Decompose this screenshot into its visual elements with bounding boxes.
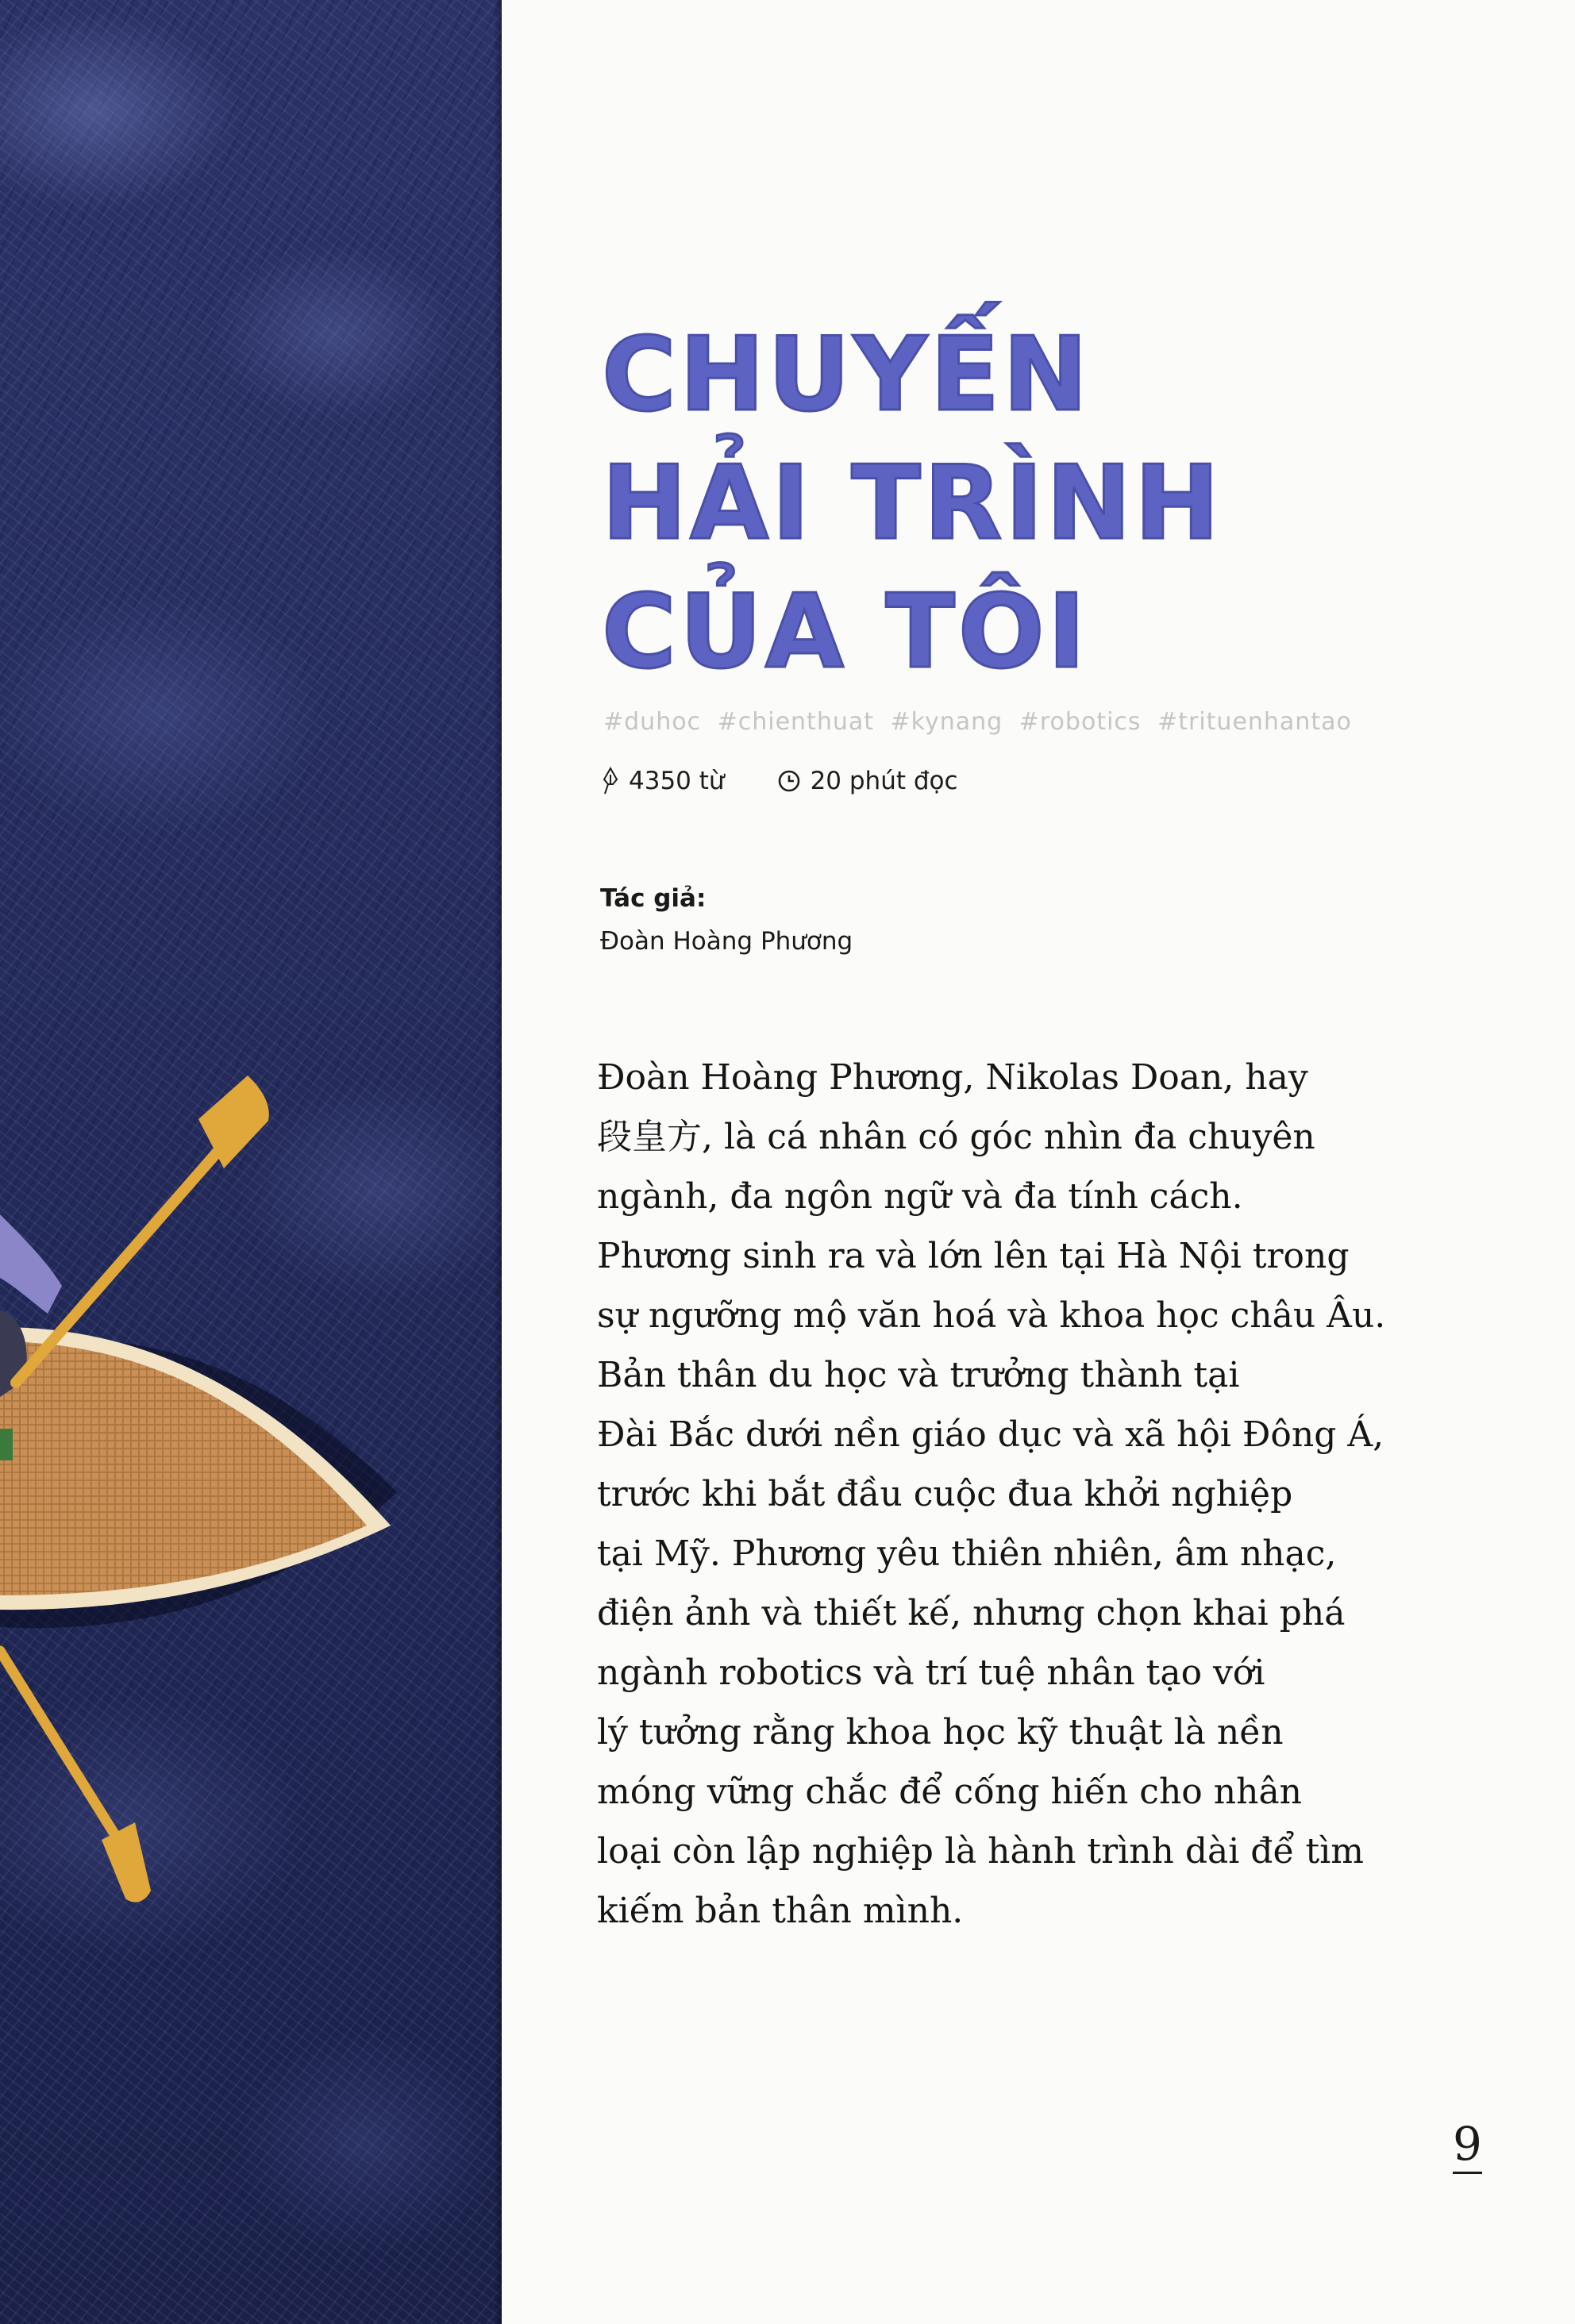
boat-illustration (0, 0, 502, 2324)
title-line-2: HẢI TRÌNH (602, 444, 1223, 563)
title-line-3: CỦA TÔI (602, 573, 1089, 691)
hashtag[interactable]: #trituenhantao (1157, 708, 1352, 736)
bio-line: loại còn lập nghiệp là hành trình dài để tìm (597, 1831, 1365, 1872)
hashtag[interactable]: #kynang (890, 708, 1003, 736)
bio-line: trước khi bắt đầu cuộc đua khởi nghiệp (597, 1474, 1293, 1514)
page-number: 9 (1453, 2121, 1482, 2174)
author-name: Đoàn Hoàng Phương (600, 927, 853, 956)
rower-arm (0, 1214, 62, 1314)
article-meta (602, 764, 958, 798)
bio-line: Đài Bắc dưới nền giáo dục và xã hội Đông Á, (597, 1414, 1384, 1455)
word-count (602, 767, 725, 795)
read-time (777, 767, 958, 795)
bio-line: móng vững chắc để cống hiến cho nhân (597, 1772, 1303, 1812)
author-label: Tác giả: (600, 884, 707, 913)
oar-shaft-bottom (0, 1651, 119, 1841)
bio-line: ngành robotics và trí tuệ nhân tạo với (597, 1653, 1265, 1693)
bio-line: ngành, đa ngôn ngữ và đa tính cách. (597, 1176, 1243, 1217)
article-title (602, 311, 1396, 697)
word-count-text: 4350 từ (629, 767, 725, 795)
bio-line: điện ảnh và thiết kế, nhưng chọn khai phá (597, 1593, 1346, 1633)
bio-line: tại Mỹ. Phương yêu thiên nhiên, âm nhạc, (597, 1533, 1337, 1574)
pen-nib-icon (602, 767, 619, 795)
clock-icon (777, 769, 801, 793)
hashtag[interactable]: #robotics (1019, 708, 1142, 736)
hashtag[interactable]: #duhoc (603, 708, 702, 736)
bio-line: 段皇方, là cá nhân có góc nhìn đa chuyên (597, 1117, 1315, 1157)
cover-photo (0, 0, 502, 2324)
bio-line: Phương sinh ra và lớn lên tại Hà Nội trong (597, 1236, 1350, 1276)
bio-line: Đoàn Hoàng Phương, Nikolas Doan, hay (597, 1057, 1308, 1098)
bio-line: sự ngưỡng mộ văn hoá và khoa học châu Âu. (597, 1295, 1386, 1336)
hashtag-list (603, 708, 1397, 736)
read-time-text: 20 phút đọc (810, 767, 958, 795)
hashtag[interactable]: #chienthuat (717, 708, 874, 736)
boat-item (0, 1429, 13, 1460)
title-line-1: CHUYẾN (602, 316, 1092, 434)
bio-line: kiếm bản thân mình. (597, 1891, 964, 1931)
bio-line: lý tưởng rằng khoa học kỹ thuật là nền (597, 1712, 1284, 1753)
bio-line: Bản thân du học và trưởng thành tại (597, 1355, 1240, 1395)
author-bio (597, 1048, 1399, 1941)
